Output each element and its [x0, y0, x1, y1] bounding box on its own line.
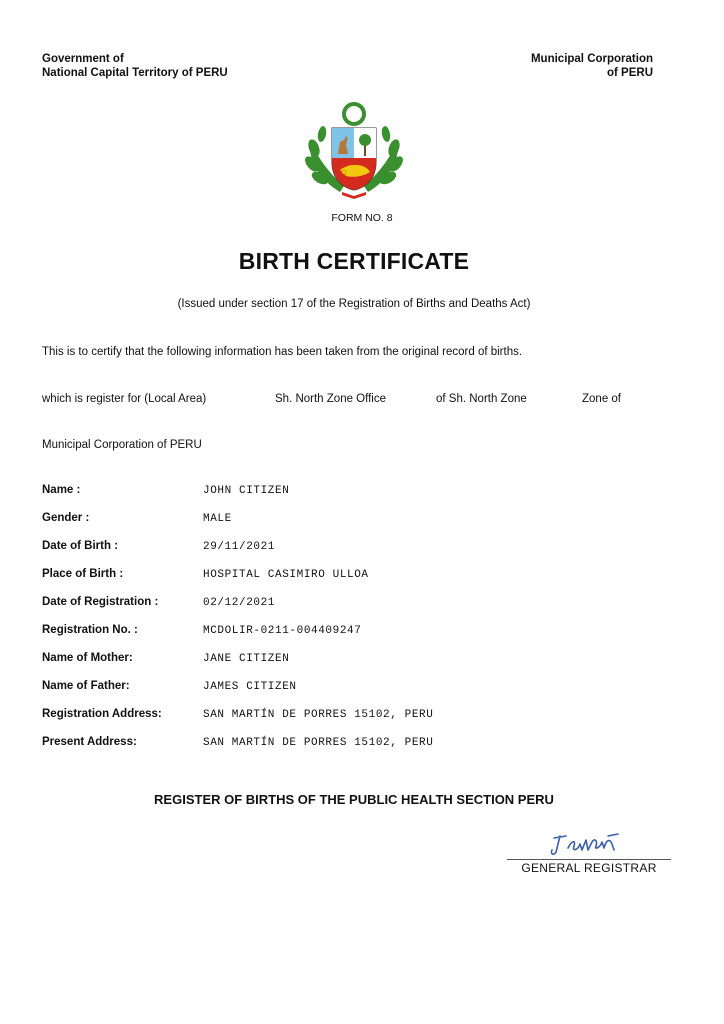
government-line-1: Government of [42, 53, 124, 65]
field-value: JANE CITIZEN [203, 653, 290, 665]
field-value: JOHN CITIZEN [203, 485, 290, 497]
local-area-prefix: which is register for (Local Area) [42, 393, 207, 405]
field-label: Registration No. : [42, 624, 138, 636]
peru-coat-of-arms-icon [300, 100, 408, 200]
field-row [42, 708, 682, 736]
field-label: Present Address: [42, 736, 137, 748]
field-value: 29/11/2021 [203, 541, 276, 553]
field-label: Registration Address: [42, 708, 162, 720]
field-value: JAMES CITIZEN [203, 681, 297, 693]
field-row [42, 568, 682, 596]
field-value: SAN MARTÍN DE PORRES 15102, PERU [203, 709, 434, 721]
field-row [42, 484, 682, 512]
certification-statement: This is to certify that the following information has been taken from the original record of births. [42, 346, 523, 358]
field-label: Date of Registration : [42, 596, 159, 608]
field-value: 02/12/2021 [203, 597, 276, 609]
field-row [42, 596, 682, 624]
document-title: BIRTH CERTIFICATE [238, 248, 470, 274]
document-subtitle: (Issued under section 17 of the Registration of Births and Deaths Act) [177, 298, 531, 310]
field-value: HOSPITAL CASIMIRO ULLOA [203, 569, 369, 581]
local-area-office: Sh. North Zone Office [275, 393, 387, 405]
registrar-title: GENERAL REGISTRAR [521, 861, 657, 875]
field-label: Gender : [42, 512, 90, 524]
government-line-2: National Capital Territory of PERU [42, 67, 228, 79]
field-row [42, 512, 682, 540]
field-value: MALE [203, 513, 232, 525]
field-label: Name of Mother: [42, 652, 133, 664]
field-row [42, 652, 682, 680]
issuing-government [42, 52, 228, 80]
field-row [42, 736, 682, 764]
form-number: FORM NO. 8 [331, 212, 393, 224]
local-area-zone: of Sh. North Zone [436, 393, 527, 405]
field-label: Name of Father: [42, 680, 130, 692]
field-row [42, 540, 682, 568]
issuing-corporation [531, 52, 653, 80]
signature-line [507, 859, 671, 860]
field-row [42, 680, 682, 708]
local-area-suffix: Zone of [582, 393, 621, 405]
handwritten-signature-icon [548, 830, 628, 858]
field-label: Name : [42, 484, 81, 496]
field-row [42, 624, 682, 652]
corporation-line-1: Municipal Corporation [530, 53, 653, 65]
field-value: SAN MARTÍN DE PORRES 15102, PERU [203, 737, 434, 749]
certificate-fields [42, 484, 682, 764]
field-label: Place of Birth : [42, 568, 124, 580]
register-footer: REGISTER OF BIRTHS OF THE PUBLIC HEALTH SECTION PERU [154, 792, 554, 807]
corporation-line-2: of PERU [607, 67, 653, 79]
field-label: Date of Birth : [42, 540, 119, 552]
corporation-line: Municipal Corporation of PERU [42, 439, 202, 451]
field-value: MCDOLIR-0211-004409247 [203, 625, 362, 637]
